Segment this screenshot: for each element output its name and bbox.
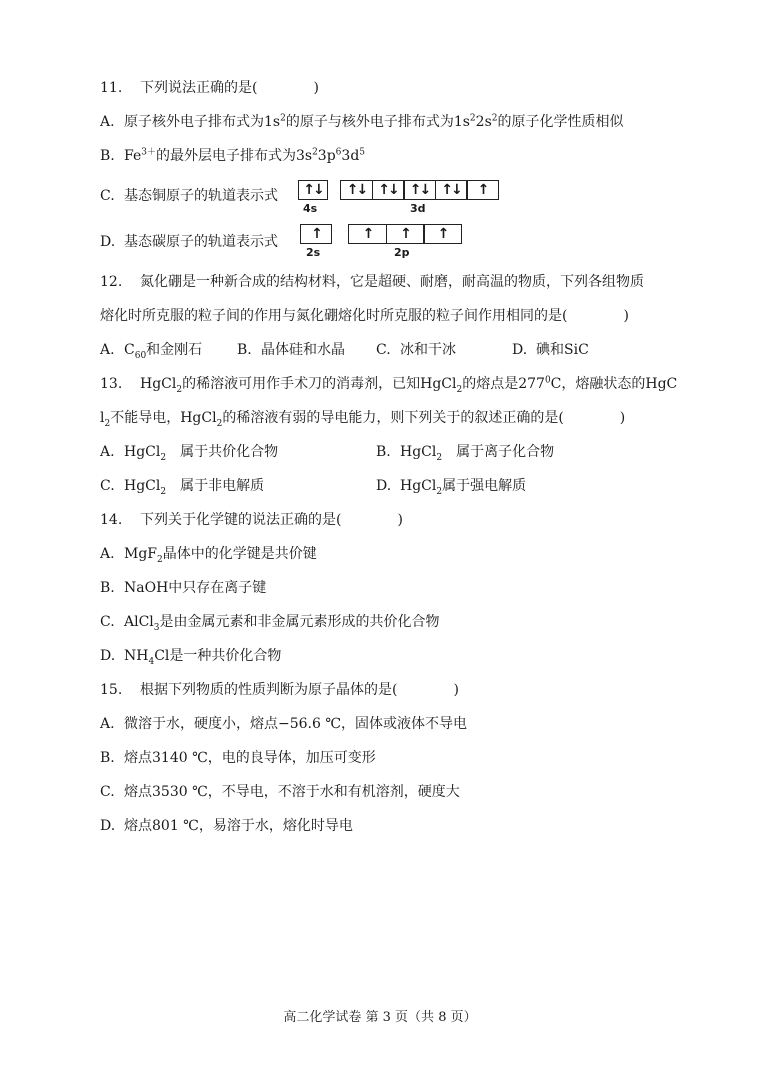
q13-stem-line2: $l_2$不能导电，HgCl$_2$的稀溶液有弱的导电能力，则下列关于的叙述正确的是( ) xyxy=(100,410,626,429)
orbital-box: ↑↓ xyxy=(403,180,436,200)
q12-option-b: B. 晶体硅和水晶 xyxy=(237,342,345,358)
q15-option-d: D. 熔点801 ℃，易溶于水，熔化时导电 xyxy=(100,818,353,834)
q12-option-a: A. $C_{60}$和金刚石 xyxy=(100,342,203,361)
orbital-box: ↑↓ xyxy=(435,180,468,200)
orbital-box: ↑ xyxy=(300,224,332,244)
q15-number: 15. xyxy=(100,682,123,698)
q11-stem: 11. 下列说法正确的是( ) xyxy=(100,80,319,96)
q14-option-a: A. MgF$_2$晶体中的化学键是共价键 xyxy=(100,546,317,565)
orbital-box: ↑ xyxy=(348,224,387,244)
q14-option-d: D. $NH_4Cl$是一种共价化合物 xyxy=(100,648,282,667)
orbital-label-2p: 2p xyxy=(394,246,410,259)
orbital-label-4s: 4s xyxy=(303,202,318,215)
q15-option-b: B. 熔点3140 ℃，电的良导体，加压可变形 xyxy=(100,750,376,766)
q12-option-c: C. 冰和干冰 xyxy=(376,342,456,358)
c-2p-orbitals xyxy=(348,224,462,259)
q15-option-c: C. 熔点3530 ℃，不导电，不溶于水和有机溶剂，硬度大 xyxy=(100,784,460,800)
q11-option-a: A. 原子核外电子排布式为$1s^2$的原子与核外电子排布式为$1s^22s^2$的原子化学性质相似 xyxy=(100,113,624,130)
q15-stem: 15. 根据下列物质的性质判断为原子晶体的是( ) xyxy=(100,682,459,698)
q11-option-c: C. 基态铜原子的轨道表示式 xyxy=(100,188,278,204)
orbital-box: ↑↓ xyxy=(340,180,373,200)
q13-option-b: B. HgCl$_2$ 属于离子化合物 xyxy=(376,444,555,463)
orbital-label-2s: 2s xyxy=(306,246,321,259)
page-footer: 高二化学试卷 第 3 页（共 8 页） xyxy=(283,1010,477,1025)
cu-3d-orbitals xyxy=(340,180,499,215)
q14-option-c: C. AlCl$_3$是由金属元素和非金属元素形成的共价化合物 xyxy=(100,614,440,633)
orbital-box: ↑↓ xyxy=(298,180,328,200)
q14-option-b: B. NaOH中只存在离子键 xyxy=(100,580,267,596)
q12-stem-line2: 熔化时所克服的粒子间的作用与氮化硼熔化时所克服的粒子间作用相同的是( ) xyxy=(100,308,629,324)
q12-number: 12. xyxy=(100,274,123,290)
orbital-box: ↑ xyxy=(386,224,425,244)
q13-number: 13. xyxy=(100,376,123,392)
c-2s-orbital xyxy=(300,224,332,259)
orbital-box: ↑ xyxy=(466,180,499,200)
q11-option-d: D. 基态碳原子的轨道表示式 xyxy=(100,234,278,250)
q11-option-b: B. $Fe^{3+}$的最外层电子排布式为$3s^23p^63d^5$ xyxy=(100,147,366,164)
q12-stem-line1: 12. 氮化硼是一种新合成的结构材料，它是超硬、耐磨，耐高温的物质，下列各组物质 xyxy=(100,274,644,290)
orbital-label-3d: 3d xyxy=(410,202,426,215)
cu-4s-orbital xyxy=(298,180,328,215)
q13-option-d: D. HgCl$_2$属于强电解质 xyxy=(376,478,527,497)
q13-stem-line1: 13. HgCl$_2$的稀溶液可用作手术刀的消毒剂，已知HgCl$_2$的熔点是$277^0C$，熔融状态的HgC xyxy=(100,375,678,395)
q15-option-a: A. 微溶于水，硬度小，熔点−56.6 ℃，固体或液体不导电 xyxy=(100,716,468,732)
orbital-box: ↑ xyxy=(423,224,462,244)
q11-number: 11. xyxy=(100,80,123,96)
q13-option-c: C. HgCl$_2$ 属于非电解质 xyxy=(100,478,265,497)
q14-number: 14. xyxy=(100,512,123,528)
q12-option-d: D. 碘和SiC xyxy=(512,342,589,358)
q14-stem: 14. 下列关于化学键的说法正确的是( ) xyxy=(100,512,403,528)
orbital-box: ↑↓ xyxy=(372,180,405,200)
q13-option-a: A. HgCl$_2$ 属于共价化合物 xyxy=(100,444,279,463)
